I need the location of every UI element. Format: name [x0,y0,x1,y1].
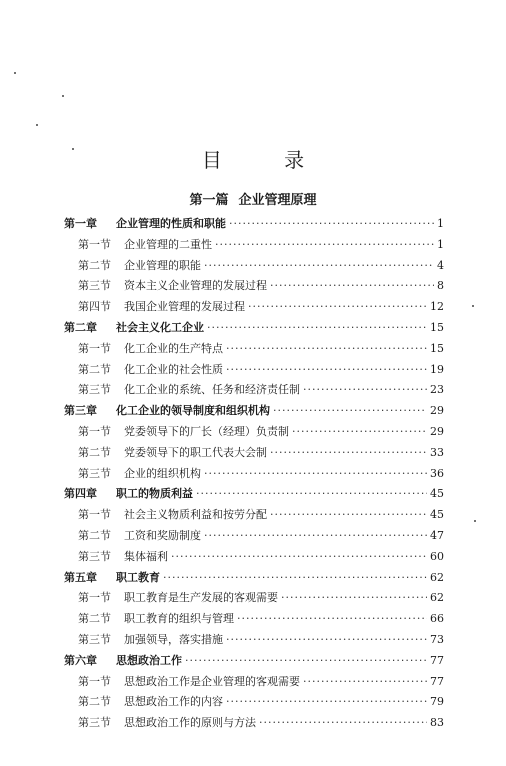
toc-leader-dots [270,505,427,526]
toc-section-row [64,422,444,443]
page-title: 目 录 [201,148,333,172]
toc-number: 第一节 [78,237,111,251]
toc-title: 集体福利 [124,549,168,563]
toc-title: 企业的组织机构 [124,466,201,480]
toc-section-row [64,505,444,526]
toc-number: 第三节 [78,632,111,646]
toc-title: 企业管理的职能 [124,258,201,272]
toc-leader-dots [226,692,427,713]
toc-page: 77 [430,653,444,667]
toc-title: 化工企业的社会性质 [124,362,223,376]
toc-leader-dots [303,672,427,693]
toc-leader-dots [273,401,427,422]
toc-title: 企业管理的性质和职能 [116,217,226,230]
toc-number: 第一章 [64,217,97,230]
toc-number: 第三节 [78,549,111,563]
toc-number: 第一节 [78,508,111,522]
toc-chapter-row [64,318,444,339]
toc-section-row [64,360,444,381]
toc-leader-dots [270,443,427,464]
scan-speck [62,95,64,97]
toc-title: 党委领导下的厂长（经理）负责制 [124,424,289,438]
toc-number: 第三章 [64,404,97,418]
toc-title: 社会主义化工企业 [116,320,204,334]
toc-page: 29 [430,424,444,438]
toc-page: 12 [430,300,444,314]
toc-leader-dots [248,297,427,318]
toc-section-row [64,380,444,401]
table-of-contents [64,214,444,734]
toc-section-row [64,588,444,609]
toc-number: 第三节 [78,279,111,293]
toc-chapter-row [64,651,444,672]
toc-section-row [64,526,444,547]
toc-leader-dots [237,609,427,630]
toc-number: 第二节 [78,445,111,459]
toc-page: 83 [430,716,444,730]
toc-number: 第四节 [78,300,111,314]
toc-section-row [64,235,444,256]
toc-leader-dots [196,484,427,505]
toc-leader-dots [292,422,427,443]
toc-section-row [64,443,444,464]
toc-title: 思想政治工作的原则与方法 [124,716,256,730]
toc-title: 社会主义物质利益和按劳分配 [124,508,267,522]
toc-leader-dots [185,651,427,672]
toc-number: 第一节 [78,591,111,605]
toc-page: 15 [430,320,444,334]
toc-page: 62 [430,591,444,605]
toc-title: 职工教育的组织与管理 [124,612,234,626]
toc-page: 33 [430,445,444,459]
toc-leader-dots [204,464,427,485]
toc-page: 45 [430,487,444,501]
toc-page: 4 [437,258,444,272]
toc-number: 第二节 [78,258,111,272]
toc-number: 第二节 [78,528,111,542]
toc-page: 62 [430,570,444,584]
toc-number: 第二节 [78,612,111,626]
toc-section-row [64,692,444,713]
toc-title: 工资和奖励制度 [124,528,201,542]
scan-speck [474,520,476,522]
toc-section-row [64,464,444,485]
toc-section-row [64,276,444,297]
scan-speck [36,124,38,126]
toc-page: 45 [430,508,444,522]
toc-chapter-row [64,214,444,235]
toc-page: 60 [430,549,444,563]
toc-title: 化工企业的生产特点 [124,341,223,355]
toc-number: 第六章 [64,653,97,667]
toc-title: 党委领导下的职工代表大会制 [124,445,267,459]
toc-section-row [64,547,444,568]
toc-number: 第二节 [78,695,111,709]
toc-leader-dots [226,630,427,651]
toc-leader-dots [204,256,434,277]
toc-number: 第二章 [64,320,97,334]
toc-chapter-row [64,484,444,505]
toc-leader-dots [281,588,427,609]
toc-leader-dots [259,713,427,734]
toc-number: 第四章 [64,487,97,501]
toc-leader-dots [204,526,427,547]
toc-section-row [64,256,444,277]
toc-leader-dots [215,235,434,256]
toc-section-row [64,672,444,693]
part-name: 企业管理原理 [238,193,317,208]
toc-section-row [64,630,444,651]
toc-title: 我国企业管理的发展过程 [124,300,245,314]
toc-title: 化工企业的领导制度和组织机构 [116,404,270,418]
toc-leader-dots [226,360,427,381]
toc-number: 第五章 [64,570,97,584]
toc-leader-dots [171,547,427,568]
toc-title: 职工教育 [116,570,160,584]
toc-leader-dots [226,339,427,360]
toc-page: 23 [430,383,444,397]
toc-leader-dots [229,214,434,235]
part-heading [0,189,506,208]
toc-leader-dots [207,318,427,339]
toc-title: 企业管理的二重性 [124,237,212,251]
toc-number: 第三节 [78,466,111,480]
toc-section-row [64,609,444,630]
toc-number: 第一节 [78,341,111,355]
toc-title: 职工的物质利益 [116,487,193,501]
toc-title: 思想政治工作是企业管理的客观需要 [124,674,300,688]
toc-chapter-row [64,401,444,422]
toc-title: 资本主义企业管理的发展过程 [124,279,267,293]
toc-page: 29 [430,404,444,418]
toc-page: 36 [430,466,444,480]
toc-chapter-row [64,568,444,589]
toc-page: 19 [430,362,444,376]
toc-number: 第三节 [78,716,111,730]
part-label: 第一篇 [189,193,229,208]
toc-section-row [64,713,444,734]
toc-number: 第三节 [78,383,111,397]
toc-section-row [64,339,444,360]
toc-title: 加强领导，落实措施 [124,632,223,646]
toc-title: 思想政治工作 [116,653,182,667]
toc-leader-dots [303,380,427,401]
toc-title: 职工教育是生产发展的客观需要 [124,591,278,605]
scan-speck [14,72,16,74]
toc-page: 8 [437,279,444,293]
toc-page: 47 [430,528,444,542]
toc-number: 第一节 [78,424,111,438]
toc-page: 77 [430,674,444,688]
scan-speck [472,305,474,307]
toc-page: 1 [437,237,444,251]
toc-section-row [64,297,444,318]
toc-leader-dots [270,276,434,297]
toc-number: 第一节 [78,674,111,688]
toc-page: 1 [437,217,444,230]
toc-page: 73 [430,632,444,646]
toc-title: 化工企业的系统、任务和经济责任制 [124,383,300,397]
toc-leader-dots [163,568,427,589]
toc-page: 79 [430,695,444,709]
toc-number: 第二节 [78,362,111,376]
toc-page: 66 [430,612,444,626]
toc-page: 15 [430,341,444,355]
toc-title: 思想政治工作的内容 [124,695,223,709]
